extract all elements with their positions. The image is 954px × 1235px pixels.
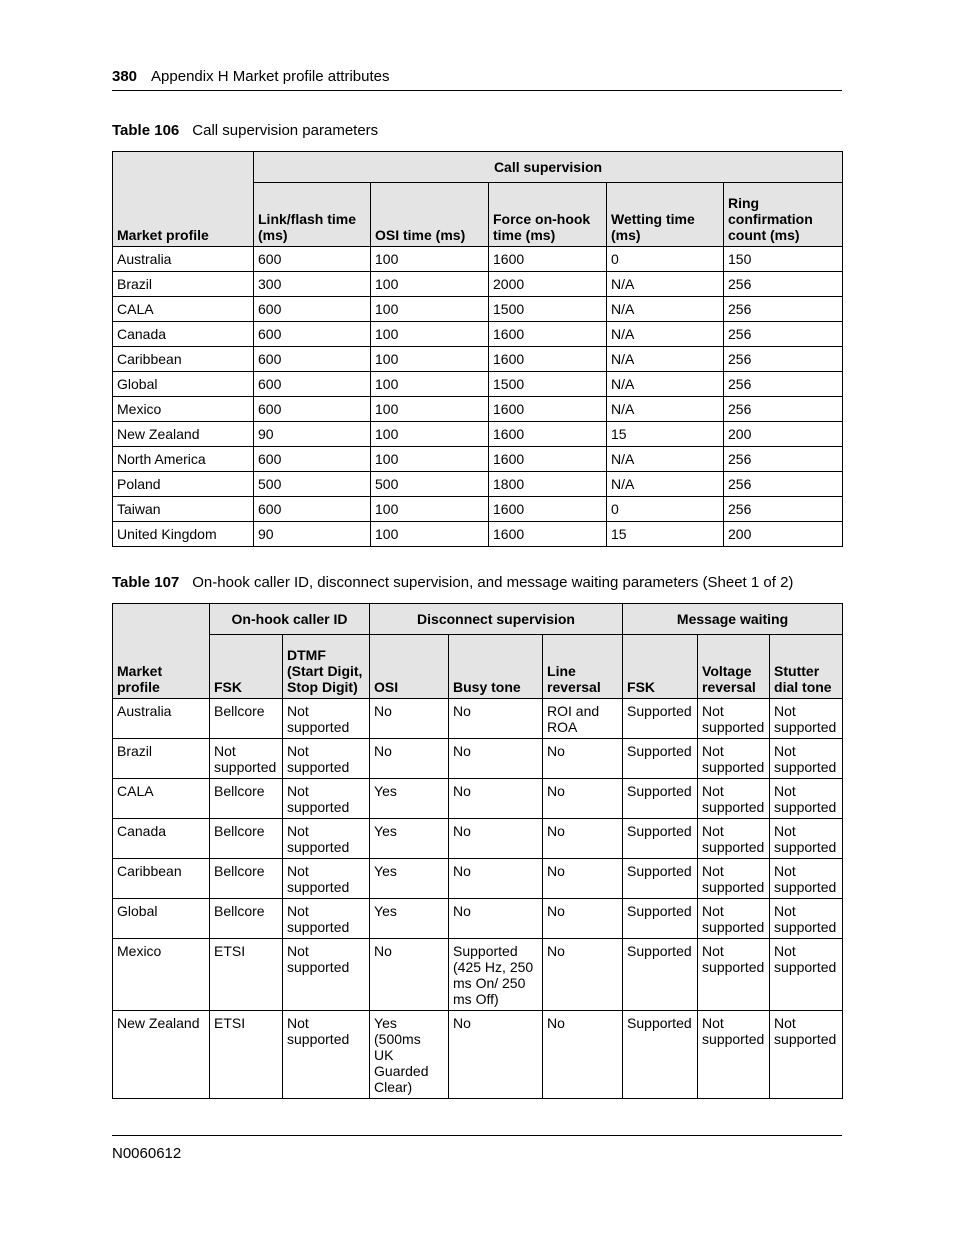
table-cell: 1500: [489, 372, 607, 397]
table-row: [113, 899, 843, 939]
table-cell: 1600: [489, 497, 607, 522]
market-profile-cell: Canada: [113, 819, 210, 859]
table-cell: 0: [607, 497, 724, 522]
table-row: [113, 322, 843, 347]
market-profile-cell: New Zealand: [113, 1011, 210, 1099]
table-cell: Not supported: [698, 859, 770, 899]
table-cell: Supported: [623, 739, 698, 779]
table-cell: 600: [254, 397, 371, 422]
table-cell: Not supported: [770, 939, 843, 1011]
table-cell: 100: [371, 247, 489, 272]
table-cell: Not supported: [210, 739, 283, 779]
table-cell: No: [449, 859, 543, 899]
table-cell: Supported: [623, 819, 698, 859]
table-107-number: Table 107: [112, 574, 180, 591]
column-header: Stutter dial tone: [770, 635, 843, 699]
table-cell: 600: [254, 372, 371, 397]
market-profile-cell: Australia: [113, 699, 210, 739]
table-cell: Yes: [370, 779, 449, 819]
table-cell: No: [370, 699, 449, 739]
table-cell: 256: [724, 497, 843, 522]
table-row: [113, 819, 843, 859]
table-cell: Yes: [370, 899, 449, 939]
table-cell: Supported: [623, 859, 698, 899]
table-cell: 2000: [489, 272, 607, 297]
table-cell: Not supported: [770, 739, 843, 779]
table-cell: Not supported: [698, 1011, 770, 1099]
table-cell: 90: [254, 422, 371, 447]
table-cell: 1600: [489, 447, 607, 472]
table-cell: 200: [724, 422, 843, 447]
table-cell: Supported: [623, 779, 698, 819]
column-header-market-profile: Market profile: [113, 152, 254, 247]
table-cell: 300: [254, 272, 371, 297]
table-cell: Bellcore: [210, 699, 283, 739]
table-106-caption: [112, 121, 378, 141]
table-cell: No: [449, 819, 543, 859]
table-cell: Not supported: [283, 779, 370, 819]
table-cell: 100: [371, 422, 489, 447]
market-profile-cell: Mexico: [113, 939, 210, 1011]
table-cell: 100: [371, 272, 489, 297]
table-cell: No: [449, 779, 543, 819]
table-cell: 100: [371, 372, 489, 397]
table-cell: 600: [254, 497, 371, 522]
column-header: Voltage reversal: [698, 635, 770, 699]
page-footer: [112, 1135, 842, 1164]
table-row: [113, 497, 843, 522]
table-cell: 256: [724, 297, 843, 322]
table-cell: Supported: [623, 1011, 698, 1099]
table-cell: Yes (500ms UK Guarded Clear): [370, 1011, 449, 1099]
table-cell: 256: [724, 397, 843, 422]
market-profile-cell: Caribbean: [113, 859, 210, 899]
table-cell: Not supported: [283, 899, 370, 939]
table-cell: Not supported: [283, 939, 370, 1011]
table-cell: 256: [724, 472, 843, 497]
table-cell: 256: [724, 447, 843, 472]
table-cell: 500: [254, 472, 371, 497]
table-row: [113, 1011, 843, 1099]
market-profile-cell: Caribbean: [113, 347, 254, 372]
table-cell: Bellcore: [210, 859, 283, 899]
table-cell: 90: [254, 522, 371, 547]
table-cell: 256: [724, 372, 843, 397]
table-cell: 1800: [489, 472, 607, 497]
table-cell: 256: [724, 322, 843, 347]
table-cell: Not supported: [698, 939, 770, 1011]
table-cell: 600: [254, 297, 371, 322]
table-row: [113, 447, 843, 472]
market-profile-cell: North America: [113, 447, 254, 472]
table-cell: ROI and ROA: [543, 699, 623, 739]
table-cell: Yes: [370, 859, 449, 899]
table-row: [113, 297, 843, 322]
table-cell: N/A: [607, 472, 724, 497]
table-row: [113, 859, 843, 899]
column-header: Link/flash time (ms): [254, 183, 371, 247]
column-header-market-profile: Market profile: [113, 604, 210, 699]
table-cell: N/A: [607, 297, 724, 322]
table-cell: N/A: [607, 397, 724, 422]
table-cell: Not supported: [698, 819, 770, 859]
table-cell: 100: [371, 522, 489, 547]
page-number: 380: [112, 68, 138, 85]
table-cell: Supported (425 Hz, 250 ms On/ 250 ms Off): [449, 939, 543, 1011]
table-cell: 256: [724, 272, 843, 297]
table-row: [113, 422, 843, 447]
table-cell: Not supported: [770, 859, 843, 899]
table-cell: N/A: [607, 347, 724, 372]
table-cell: N/A: [607, 447, 724, 472]
table-cell: 0: [607, 247, 724, 272]
table-cell: 150: [724, 247, 843, 272]
table-cell: No: [543, 779, 623, 819]
table-cell: 15: [607, 422, 724, 447]
market-profile-cell: CALA: [113, 779, 210, 819]
page-header: [112, 67, 842, 91]
page-header-title: Appendix H Market profile attributes: [151, 68, 390, 85]
table-cell: Bellcore: [210, 899, 283, 939]
table-cell: Bellcore: [210, 779, 283, 819]
table-cell: 600: [254, 322, 371, 347]
table-cell: Bellcore: [210, 819, 283, 859]
table-cell: 100: [371, 347, 489, 372]
table-cell: 1600: [489, 347, 607, 372]
table-cell: No: [543, 939, 623, 1011]
column-header: OSI time (ms): [371, 183, 489, 247]
table-row: [113, 372, 843, 397]
table-cell: No: [449, 1011, 543, 1099]
document-id: N0060612: [112, 1145, 182, 1162]
market-profile-cell: Brazil: [113, 272, 254, 297]
table-cell: Not supported: [770, 1011, 843, 1099]
market-profile-cell: Canada: [113, 322, 254, 347]
table-cell: 1600: [489, 247, 607, 272]
group-header-call-supervision: Call supervision: [254, 152, 843, 183]
group-header-on-hook-caller-id: On-hook caller ID: [210, 604, 370, 635]
table-cell: N/A: [607, 322, 724, 347]
column-header: OSI: [370, 635, 449, 699]
table-cell: No: [543, 819, 623, 859]
column-header: Ring confirmation count (ms): [724, 183, 843, 247]
column-header: FSK: [210, 635, 283, 699]
table-row: [113, 347, 843, 372]
market-profile-cell: Australia: [113, 247, 254, 272]
table-cell: Not supported: [698, 699, 770, 739]
table-cell: Supported: [623, 699, 698, 739]
table-cell: 256: [724, 347, 843, 372]
caller-id-disconnect-message-waiting-table: [112, 603, 843, 1099]
table-cell: 1600: [489, 522, 607, 547]
table-cell: Not supported: [283, 739, 370, 779]
table-cell: Not supported: [283, 1011, 370, 1099]
market-profile-cell: CALA: [113, 297, 254, 322]
table-cell: 500: [371, 472, 489, 497]
table-cell: 100: [371, 397, 489, 422]
table-row: [113, 247, 843, 272]
table-cell: N/A: [607, 372, 724, 397]
table-row: [113, 397, 843, 422]
table-cell: Not supported: [770, 779, 843, 819]
table-row: [113, 739, 843, 779]
table-cell: Not supported: [770, 819, 843, 859]
market-profile-cell: United Kingdom: [113, 522, 254, 547]
market-profile-cell: Poland: [113, 472, 254, 497]
table-cell: No: [370, 939, 449, 1011]
table-row: [113, 522, 843, 547]
table-cell: 1500: [489, 297, 607, 322]
table-cell: 15: [607, 522, 724, 547]
table-cell: No: [543, 1011, 623, 1099]
column-header: FSK: [623, 635, 698, 699]
table-cell: Supported: [623, 899, 698, 939]
table-row: [113, 272, 843, 297]
table-cell: ETSI: [210, 939, 283, 1011]
table-cell: No: [449, 699, 543, 739]
table-cell: 600: [254, 247, 371, 272]
market-profile-cell: Brazil: [113, 739, 210, 779]
table-cell: Not supported: [770, 899, 843, 939]
table-cell: No: [449, 899, 543, 939]
market-profile-cell: Global: [113, 899, 210, 939]
table-106-title: Call supervision parameters: [192, 122, 379, 139]
table-cell: No: [543, 859, 623, 899]
table-cell: ETSI: [210, 1011, 283, 1099]
table-cell: 100: [371, 497, 489, 522]
table-row: [113, 939, 843, 1011]
table-cell: Not supported: [283, 859, 370, 899]
table-cell: Supported: [623, 939, 698, 1011]
market-profile-cell: Global: [113, 372, 254, 397]
table-cell: Not supported: [283, 819, 370, 859]
table-row: [113, 472, 843, 497]
table-row: [113, 779, 843, 819]
table-cell: Yes: [370, 819, 449, 859]
table-cell: Not supported: [770, 699, 843, 739]
table-107-title: On-hook caller ID, disconnect supervision, and message waiting parameters (Sheet 1 of 2): [192, 574, 794, 591]
column-header: DTMF (Start Digit, Stop Digit): [283, 635, 370, 699]
market-profile-cell: Taiwan: [113, 497, 254, 522]
table-cell: No: [370, 739, 449, 779]
column-header: Line reversal: [543, 635, 623, 699]
column-header: Wetting time (ms): [607, 183, 724, 247]
table-cell: 100: [371, 322, 489, 347]
table-cell: 100: [371, 447, 489, 472]
group-header-disconnect-supervision: Disconnect supervision: [370, 604, 623, 635]
table-cell: Not supported: [698, 899, 770, 939]
group-header-message-waiting: Message waiting: [623, 604, 843, 635]
table-cell: 200: [724, 522, 843, 547]
table-cell: Not supported: [698, 739, 770, 779]
table-cell: 600: [254, 447, 371, 472]
table-106-number: Table 106: [112, 122, 180, 139]
table-cell: 100: [371, 297, 489, 322]
market-profile-cell: Mexico: [113, 397, 254, 422]
call-supervision-table: [112, 151, 843, 547]
market-profile-cell: New Zealand: [113, 422, 254, 447]
table-cell: 1600: [489, 397, 607, 422]
column-header: Force on-hook time (ms): [489, 183, 607, 247]
table-cell: No: [543, 739, 623, 779]
table-cell: No: [449, 739, 543, 779]
table-cell: No: [543, 899, 623, 939]
table-cell: 600: [254, 347, 371, 372]
table-107-caption: [112, 573, 793, 593]
column-header: Busy tone: [449, 635, 543, 699]
table-row: [113, 699, 843, 739]
table-cell: 1600: [489, 322, 607, 347]
table-cell: Not supported: [698, 779, 770, 819]
table-cell: 1600: [489, 422, 607, 447]
table-cell: Not supported: [283, 699, 370, 739]
table-cell: N/A: [607, 272, 724, 297]
